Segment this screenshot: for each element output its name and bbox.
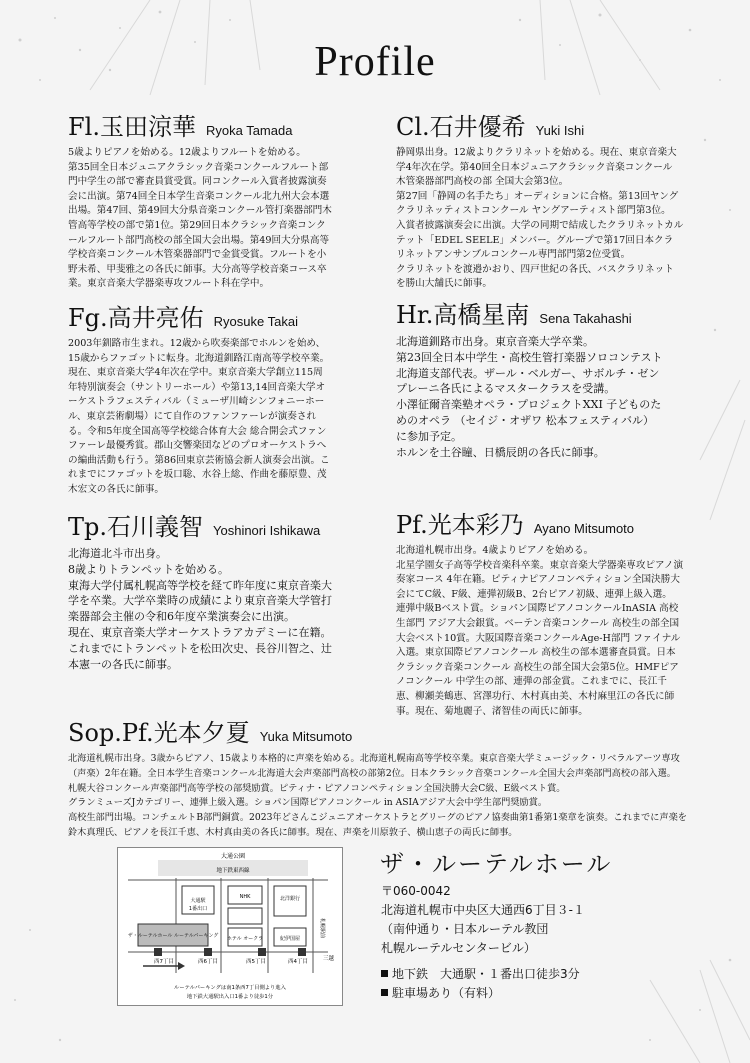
profile-name-line	[68, 112, 368, 146]
bullet-square-icon	[381, 989, 388, 996]
bio-line: 連弾中級Bベスト賞。ショパン国際ピアノコンクールInASIA 高校	[396, 603, 679, 615]
profile-name: Fg.高井亮佑	[68, 304, 204, 332]
profile-name: Fl.玉田涼華	[68, 113, 196, 141]
bio-line: 年特別演奏会（サントリーホール）や第13,14回音楽大学オ	[68, 381, 326, 393]
map-label-bank: 北洋銀行	[279, 896, 301, 902]
bio-line: 会に出演。第74回全日本学生音楽コンクール北九州大会本選	[68, 190, 330, 202]
bio-line: 木宏文の各氏に師事。	[68, 483, 164, 495]
map-label-park: 大通公園	[220, 853, 246, 860]
map-label-station: 大通駅	[190, 898, 206, 904]
bio-line: （声楽）2年在籍。全日本学生音楽コンクール北海道大会声楽部門高校の部第2位。日本クラシック音楽コンクール全国大会声楽部門高校の部入選。	[68, 767, 676, 779]
venue-access-block	[381, 965, 580, 1003]
venue-access-parking	[381, 984, 580, 1003]
profile-romaji: Ayano Mitsumoto	[533, 521, 635, 536]
venue-parking-text: 駐車場あり（有料）	[392, 986, 501, 1000]
bio-line: 高校生部門出場。コンチェルトB部門銅賞。2023年どさんこジュニアオーケストラとグリーグのピアノ協奏曲第1番第1楽章を演奏。これまでに声楽を	[68, 812, 687, 824]
map-label-hotel: ホテル オークラ	[226, 936, 264, 942]
bio-line: ホルンを土谷瞳、日橋辰朗の各氏に師事。	[396, 445, 605, 459]
profile-romaji: Ryosuke Takai	[213, 314, 298, 329]
profile-bio	[68, 146, 368, 292]
bio-line: これまでにトランペットを松田次史、長谷川智之、辻	[68, 641, 332, 655]
bio-line: テット「EDEL SEELE」メンバー。グループで第17回日本クラ	[396, 234, 674, 246]
profile-flute	[68, 112, 368, 292]
bio-line: 学を卒業。大学卒業時の成績により東京音楽大学管打	[68, 594, 332, 608]
bio-line: 木管楽器部門高校の部 全国大会第3位。	[396, 176, 569, 188]
bio-line: 北海道札幌市出身。3歳からピアノ、15歳より本格的に声楽を始める。北海道札幌南高等学校卒業。東京音楽大学ミュージック・リベラルアーツ専攻	[68, 753, 680, 764]
bio-line: 東海大学付属札幌高等学校を経て昨年度に東京音楽大	[68, 578, 332, 592]
bio-line: 15歳からファゴットに転身。北海道釧路江南高等学校卒業。	[68, 352, 330, 364]
map-label-nhk: NHK	[239, 894, 251, 900]
bio-line: れまでにファゴットを坂口聡、水谷上総、作曲を藤原豊、茂	[68, 469, 327, 481]
bio-line: めのオペラ （セイジ・オザワ 松本フェスティバル）	[396, 413, 655, 427]
bio-line: 北星学園女子高等学校音楽科卒業。東京音楽大学器楽専攻ピアノ演	[396, 559, 684, 571]
bio-line: 野未希、甲斐雅之の各氏に師事。大分高等学校音楽コース卒	[68, 263, 327, 275]
bio-line: 北海道支部代表。ザール・ベルガー、サボルチ・ゼン	[396, 366, 660, 380]
bio-line: 会にてC級、F級、連弾初級B、2台ピアノ初級、連弾上級入選。	[396, 588, 672, 600]
bio-line: 現在、東京音楽大学オーケストラアカデミーに在籍。	[68, 625, 332, 639]
profile-romaji: Ryoka Tamada	[205, 123, 293, 138]
bio-line: 第23回全日本中学生・高校生管打楽器ソロコンテスト	[396, 350, 663, 364]
profile-name-line	[68, 718, 708, 752]
venue-name: ザ・ルーテルホール	[380, 850, 613, 878]
profile-name: Sop.Pf.光本夕夏	[68, 719, 250, 747]
profile-romaji: Yuki Ishi	[535, 123, 585, 138]
venue-address-block	[381, 882, 585, 958]
bio-line: 8歳よりトランペットを始める。	[68, 562, 229, 576]
map-parking-note: ルーテルパーキングは南1条西7丁目側より進入	[174, 985, 286, 991]
profile-name-line	[396, 300, 706, 334]
map-label-mitsukoshi: 三越	[323, 956, 335, 962]
bio-line: 楽器部会主催の令和6年度卒業演奏会に出演。	[68, 610, 295, 624]
profile-romaji: Yoshinori Ishikawa	[213, 523, 321, 538]
bio-line: 第35回全日本ジュニアクラシック音楽コンクールフルート部	[68, 161, 329, 173]
profile-bio	[68, 546, 378, 672]
bio-line: 静岡県出身。12歳よりクラリネットを始める。現在、東京音楽大	[396, 147, 677, 158]
profile-bio	[68, 337, 368, 498]
bio-line: 2003年釧路市生まれ。12歳から吹奏楽部でホルンを始め、	[68, 338, 326, 349]
bio-line: 生部門 アジア大会銀賞。ベーテン音楽コンクール 高校生の部全国	[396, 617, 680, 629]
bio-line: 管高等学校の部で第1位。第29回日本クラシック音楽コンク	[68, 219, 326, 231]
map-label-west4: 西4丁目	[288, 959, 308, 965]
map-label-west6: 西6丁目	[198, 959, 218, 965]
bio-line: プレーニ各氏によるマスタークラスを受講。	[396, 382, 616, 396]
bio-line: 業。東京音楽大学器楽専攻フルート科在学中。	[68, 278, 270, 290]
bio-line: 学校音楽コンクール木管楽器部門で金賞受賞。フルートを小	[68, 249, 327, 261]
block-2	[228, 908, 262, 924]
bio-line: 大会ベスト10賞。大阪国際音楽コンクールAge-H部門 ファイナル	[396, 632, 681, 644]
profile-horn	[396, 300, 706, 460]
bio-line: 小澤征爾音楽塾オペラ・プロジェクトXXI 子どものた	[396, 398, 662, 412]
map-label-dept: 札幌駅前	[319, 918, 325, 939]
profile-name: Pf.光本彩乃	[396, 511, 524, 539]
profile-name: Hr.高橋星南	[396, 301, 530, 329]
profile-name-line	[68, 512, 378, 546]
bio-line: ノコンクール 中学生の部、連弾の部金賞。これまでに、長江千	[396, 676, 667, 688]
profile-clarinet	[396, 112, 706, 292]
bio-line: ールフルート部門高校の部全国大会出場。第49回大分県高等	[68, 234, 330, 246]
venue-building-line2: 札幌ルーテルセンタービル）	[381, 941, 536, 955]
bio-line: 本憲一の各氏に師事。	[68, 657, 178, 671]
bio-line: 奏家コース 4年在籍。ピティナピアノコンペティション全国決勝大	[396, 574, 680, 586]
profile-trumpet	[68, 512, 378, 672]
profile-romaji: Yuka Mitsumoto	[259, 729, 353, 744]
bio-line: 札幌大谷コンクール声楽部門高等学校の部奨励賞。ピティナ・ピアノコンペティション全国決勝大会C級、E級ベスト賞。	[68, 782, 566, 794]
bio-line: リネットアンサンブルコンクール専門部門第2位受賞。	[396, 249, 631, 261]
profile-name-line	[396, 112, 706, 146]
profile-name-line	[68, 303, 368, 337]
bio-line: 鈴木真理氏、ピアノを長江千恵、木村真由美の各氏に師事。現在、声楽を川原敦子、横山恵子の両氏に師事。	[68, 826, 518, 838]
bio-line: 5歳よりピアノを始める。12歳よりフルートを始める。	[68, 147, 306, 158]
bio-line: 出場。第47回、第49回大分県音楽コンクール管打楽器部門木	[68, 205, 332, 217]
map-label-mall: 地下鉄東西線	[216, 868, 250, 874]
bio-line: の編曲活動も行う。第86回東京芸術協会新人演奏会出演。こ	[68, 454, 330, 466]
profile-name: Cl.石井優希	[396, 113, 526, 141]
bio-line: 学4年次在学。第40回全日本ジュニアクラシック音楽コンクール	[396, 161, 673, 173]
bio-line: る。令和5年度全国高等学校総合体育大会 総合開会式ファン	[68, 425, 327, 437]
profile-bio	[68, 752, 708, 841]
venue-map	[117, 847, 343, 1006]
venue-address: 北海道札幌市中央区大通西6丁目３-１	[381, 903, 585, 917]
profile-bio	[396, 544, 716, 719]
bio-line: 入賞者披露演奏会に出演。大学の同期で結成したクラリネットカル	[396, 219, 684, 231]
bio-line: 門中学生の部で審査員賞受賞。同コンクール入賞者披露演奏	[68, 176, 327, 188]
venue-access-text: 地下鉄 大通駅・１番出口徒歩3分	[392, 967, 580, 981]
profile-bio	[396, 334, 706, 460]
bio-line: 北海道釧路市出身。東京音楽大学卒業。	[396, 335, 594, 348]
map-drawing	[118, 848, 342, 1005]
bio-line: グランミューズJカテゴリー、連弾上級入選。ショパン国際ピアノコンクール in ASIAアジア大会中学生部門奨励賞。	[68, 797, 548, 809]
bio-line: 現在、東京音楽大学4年次在学中。東京音楽大学創立115周	[68, 367, 323, 379]
bio-line: 入選。東京国際ピアノコンクール 高校生の部本選審査員賞。日本	[396, 647, 676, 659]
bio-line: に参加予定。	[396, 429, 462, 443]
map-label-west5: 西5丁目	[246, 959, 266, 965]
profile-piano	[396, 510, 716, 719]
bio-line: 恵、柳瀬美鶴恵、宮澤功行、木村真由美、木村麻里江の各氏に師	[396, 690, 675, 702]
venue-building-line1: （南仲通り・日本ルーテル教団	[381, 922, 549, 936]
bio-line: 北海道札幌市出身。4歳よりピアノを始める。	[396, 545, 594, 556]
profile-romaji: Sena Takahashi	[539, 311, 632, 326]
map-label-exit1: 1番出口	[188, 906, 208, 912]
profile-name-line	[396, 510, 716, 544]
profile-soprano-piano	[68, 718, 708, 841]
bio-line: 北海道北斗市出身。	[68, 547, 167, 560]
page-title: Profile	[314, 39, 436, 85]
venue-postal: 〒060-0042	[381, 884, 451, 898]
map-label-lutheran: ザ・ルーテルホール ルーテルパーキング	[127, 933, 219, 939]
bio-line: ル、東京芸術劇場）にて自作のファンファーレが演奏され	[68, 410, 317, 422]
map-parking-note2: 地下鉄大通駅出入口1番より徒歩1分	[186, 994, 274, 1000]
bio-line: クラリネッティストコンクール ヤングアーティスト部門第3位。	[396, 205, 671, 217]
profile-bio	[396, 146, 706, 292]
bio-line: クラシック音楽コンクール 高校生の部全国大会第5位。HMFピア	[396, 661, 679, 673]
bullet-square-icon	[381, 970, 388, 977]
bio-line: ファーレ最優秀賞。郡山交響楽団などのプロオーケストラへ	[68, 440, 327, 452]
venue-access-subway	[381, 965, 580, 984]
map-label-west7: 西7丁目	[154, 959, 174, 965]
bio-line: 第27回「静岡の名手たち」オーディションに合格。第13回ヤング	[396, 190, 679, 202]
bio-line: を勝山大舗氏に師事。	[396, 278, 492, 290]
map-label-kinokuniya: 紀伊国屋	[279, 936, 301, 942]
bio-line: ーケストラフェスティバル（ミューザ川崎シンフォニーホー	[68, 396, 325, 408]
profile-bassoon	[68, 303, 368, 498]
profile-name: Tp.石川義智	[68, 513, 203, 541]
bio-line: クラリネットを渡邉かおり、四戸世紀の各氏、バスクラリネット	[396, 263, 674, 275]
bio-line: 事。現在、菊地麗子、渚智佳の両氏に師事。	[396, 705, 588, 717]
